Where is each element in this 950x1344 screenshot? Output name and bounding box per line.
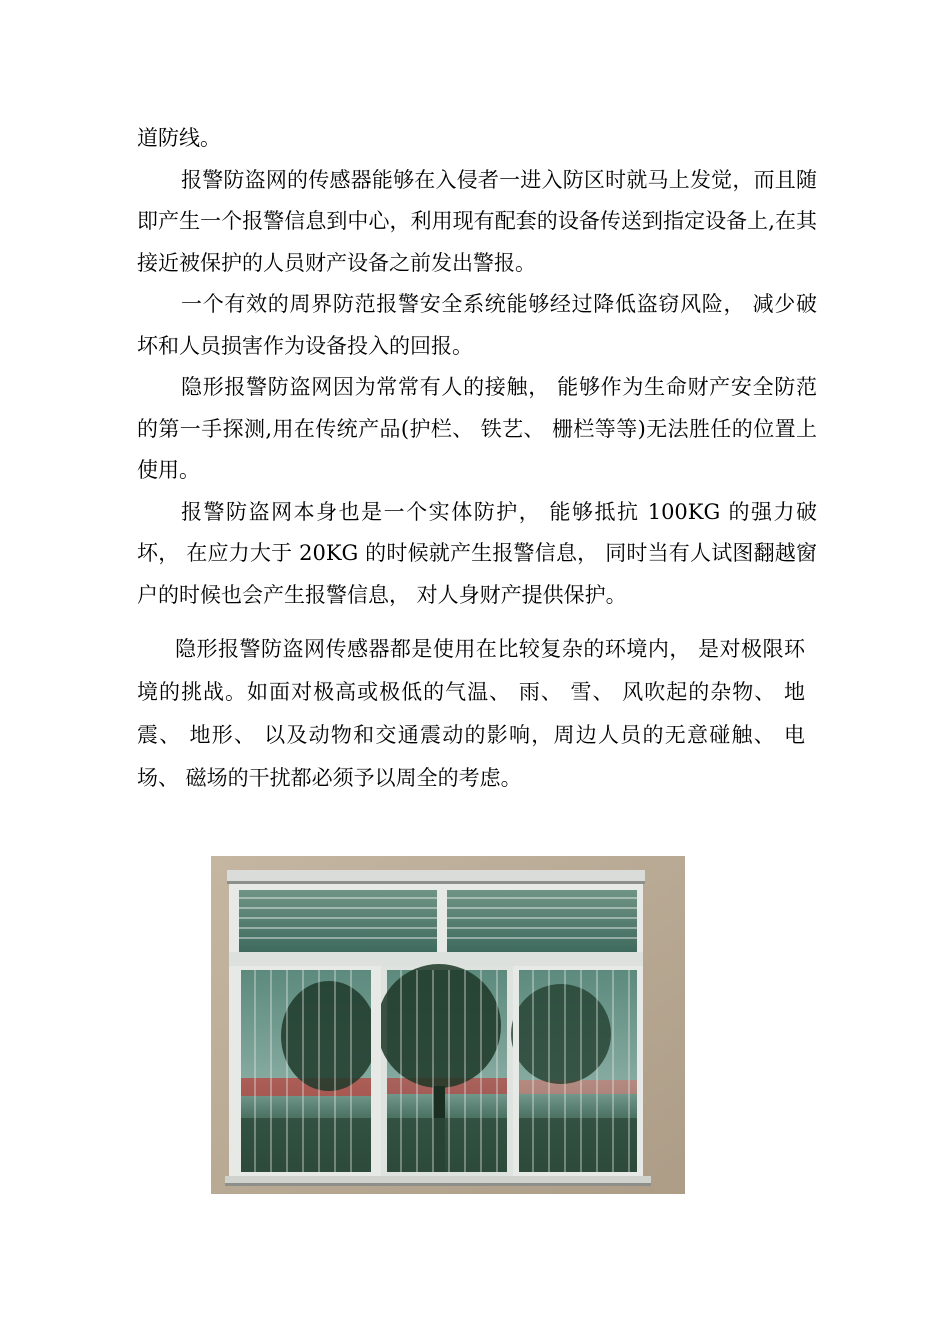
text-section-1 xyxy=(137,118,817,616)
paragraph-sensor-detection: 报警防盗网的传感器能够在入侵者一进入防区时就马上发觉，而且随即产生一个报警信息到中心，利用现有配套的设备传送到指定设备上,在其接近被保护的人员财产设备之前发出警报。 xyxy=(137,167,817,275)
paragraph-perimeter-system: 一个有效的周界防范报警安全系统能够经过降低盗窃风险， 减少破坏和人员损害作为设备投入的回报。 xyxy=(137,292,817,358)
paragraph-continuation: 道防线。 xyxy=(137,126,221,150)
window-with-invisible-security-grille-photo-icon xyxy=(211,856,685,1194)
window-photo xyxy=(211,856,685,1194)
paragraph-invisible-net: 隐形报警防盗网因为常常有人的接触， 能够作为生命财产安全防范的第一手探测,用在传统产品(护栏、 铁艺、 栅栏等等)无法胜任的位置上使用。 xyxy=(137,375,817,482)
paragraph-physical-protection: 报警防盗网本身也是一个实体防护， 能够抵抗 100KG 的强力破坏， 在应力大于 20KG 的时候就产生报警信息， 同时当有人试图翻越窗户的时候也会产生报警信息， 对人身财产提供保护。 xyxy=(137,499,817,607)
text-section-2 xyxy=(137,628,805,800)
paragraph-environment: 隐形报警防盗网传感器都是使用在比较复杂的环境内， 是对极限环境的挑战。如面对极高或极低的气温、 雨、 雪、 风吹起的杂物、 地震、 地形、 以及动物和交通震动的影响，周边人员的无意碰触、 电场、 磁场的干扰都必须予以周全的考虑。 xyxy=(137,637,805,790)
